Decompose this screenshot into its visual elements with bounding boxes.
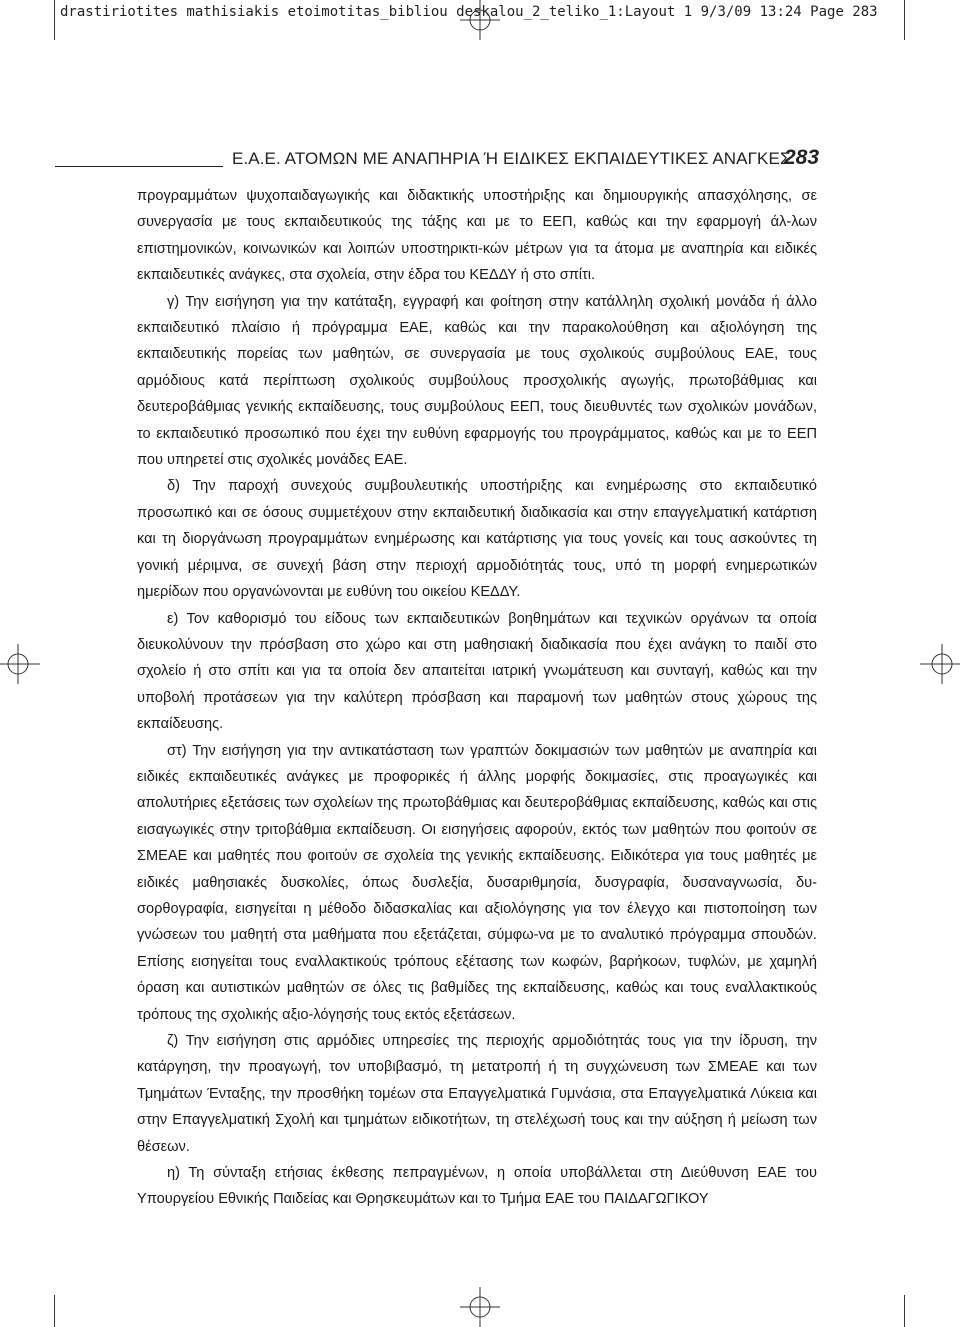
crop-mark-top-right	[904, 0, 905, 40]
print-slug: drastiriotites mathisiakis etoimotitas_bibliou deskalou_2_teliko_1:Layout 1 9/3/09 13:24 Page 283	[60, 4, 878, 20]
paragraph-gamma: γ) Την εισήγηση για την κατάταξη, εγγραφή και φοίτηση στην κατάλληλη σχολική μονάδα ή άλλο εκπαιδευτικό πλαίσιο ή πρόγραμμα ΕΑΕ, καθώς και την παρακολούθηση και αξιολόγηση της εκπαιδευτικής πορείας των μαθητών, σε συνεργασία με τους σχολικούς συμβούλους ΕΑΕ, τους αρμόδιους κατά περίπτωση σχολικούς συμβούλους προσχολικής αγωγής, πρωτοβάθμιας και δευτεροβάθμιας γενικής εκπαίδευσης, τους συμβούλους ΕΕΠ, τους διευθυντές των σχολικών μονάδων, το εκπαιδευτικό προσωπικό που έχει την ευθύνη εφαρμογής του προγράμματος, καθώς και με το ΕΕΠ που υπηρετεί στις σχολικές μονάδες ΕΑΕ.	[137, 293, 817, 469]
paragraph-epsilon: ε) Τον καθορισμό του είδους των εκπαιδευτικών βοηθημάτων και τεχνικών οργάνων τα οποία διευκολύνουν την πρόσβαση στο χώρο και στη μαθησιακή διαδικασία που έχει ανάγκη το παιδί στο σχολείο ή στο σπίτι και για τα οποία δεν απαιτείται ιατρική γνωμάτευση και συνταγή, καθώς και την υποβολή προτάσεων για την καλύτερη πρόσβαση και παραμονή των μαθητών στους χώρους της εκπαίδευσης.	[137, 610, 817, 733]
running-head: Ε.Α.Ε. ΑΤΟΜΩΝ ΜΕ ΑΝΑΠΗΡΙΑ Ή ΕΙΔΙΚΕΣ ΕΚΠΑΙΔΕΥΤΙΚΕΣ ΑΝΑΓΚΕΣ	[232, 149, 791, 168]
paragraph-continuation: προγραμμάτων ψυχοπαιδαγωγικής και διδακτικής υποστήριξης και δημιουργικής απασχόλησης, σε συνεργασία με τους εκπαιδευτικούς της τάξης και με το ΕΕΠ, καθώς και την εφαρμογή άλ-λων επιστημονικών, κοινωνικών και λοιπών υποστηρικτι-κών μέτρων για τα άτομα με αναπηρία και ειδικές εκπαιδευτικές ανάγκες, στα σχολεία, στην έδρα του ΚΕΔΔΥ ή στο σπίτι.	[137, 188, 817, 284]
crop-mark-bottom-left	[54, 1295, 55, 1327]
paragraph-zeta: ζ) Την εισήγηση στις αρμόδιες υπηρεσίες της περιοχής αρμοδιότητάς τους για την ίδρυση, την κατάργηση, την προαγωγή, τον υποβιβασμό, τη μετατροπή ή τη συγχώνευση των ΣΜΕΑΕ και των Τμημάτων Ένταξης, την προσθήκη τομέων στα Επαγγελματικά Γυμνάσια, στα Επαγγελματικά Λύκεια και στην Επαγγελματική Σχολή και τμημάτων ειδικοτήτων, τη στελέχωσή τους και την αύξηση ή μείωση των θέσεων.	[137, 1033, 817, 1155]
registration-mark-top-icon	[460, 0, 500, 40]
paragraph-eta: η) Τη σύνταξη ετήσιας έκθεσης πεπραγμένων, η οποία υποβάλλεται στη Διεύθυνση ΕΑΕ του Υπουργείου Εθνικής Παιδείας και Θρησκευμάτων και το Τμήμα ΕΑΕ του ΠΑΙΔΑΓΩΓΙΚΟΥ	[137, 1165, 817, 1208]
page-number: 283	[784, 146, 820, 169]
registration-mark-bottom-icon	[460, 1287, 500, 1327]
paragraph-st: στ) Την εισήγηση για την αντικατάσταση των γραπτών δοκιμασιών των μαθητών με αναπηρία και ειδικές εκπαιδευτικές ανάγκες με προφορικές ή άλλης μορφής δοκιμασίες, στις προαγωγικές και απολυτήριες εξετάσεις των σχολείων της πρωτοβάθμιας και δευτεροβάθμιας εκπαίδευσης, καθώς και στις εισαγωγικές στην τριτοβάθμια εκπαίδευση. Οι εισηγήσεις αφορούν, εκτός των μαθητών που φοιτούν σε ΣΜΕΑΕ και μαθητές που φοιτούν σε σχολεία της γενικής εκπαίδευσης. Ειδικότερα για τους μαθητές με ειδικές μαθησιακές δυσκολίες, όπως δυσλεξία, δυσαριθμησία, δυσγραφία, δυσαναγνωσία, δυ-σορθογραφία, εισηγείται η μέθοδο διδασκαλίας και αξιολόγησης για τον έλεγχο και πιστοποίηση των γνώσεων του μαθητή στα μαθήματα που εξετάζεται, σύμφω-να με το αναλυτικό πρόγραμμα σπουδών. Επίσης εισηγείται τους εναλλακτικούς τρόπους εξέτασης των κωφών, βαρήκοων, τυφλών, με χαμηλή όραση και αυτιστικών μαθητών σε όλες τις βαθμίδες της εκπαίδευσης, καθώς και τους εναλλακτικούς τρόπους της σχολικής αξιο-λόγησής τους εκτός εξετάσεων.	[137, 742, 817, 1023]
paragraph-delta: δ) Την παροχή συνεχούς συμβουλευτικής υποστήριξης και ενημέρωσης στο εκπαιδευτικό προσωπικό και σε όσους συμμετέχουν στην εκπαιδευτική διαδικασία και στην επαγγελματική κατάρτιση και τη διοργάνωση προγραμμάτων ενημέρωσης και κατάρτισης για τους γονείς και τους ασκούντες τη γονική μέριμνα, σε συνεχή βάση στην περιοχή αρμοδιότητάς τους, υπό τη μορφή ενημερωτικών ημερίδων που οργανώνονται με ευθύνη του οικείου ΚΕΔΔΥ.	[137, 478, 817, 601]
crop-mark-bottom-right	[904, 1295, 905, 1327]
header-rule	[55, 166, 223, 167]
registration-mark-right-icon	[920, 644, 960, 684]
crop-mark-top-left	[54, 0, 55, 40]
registration-mark-left-icon	[0, 644, 40, 684]
body-text	[137, 183, 817, 1213]
